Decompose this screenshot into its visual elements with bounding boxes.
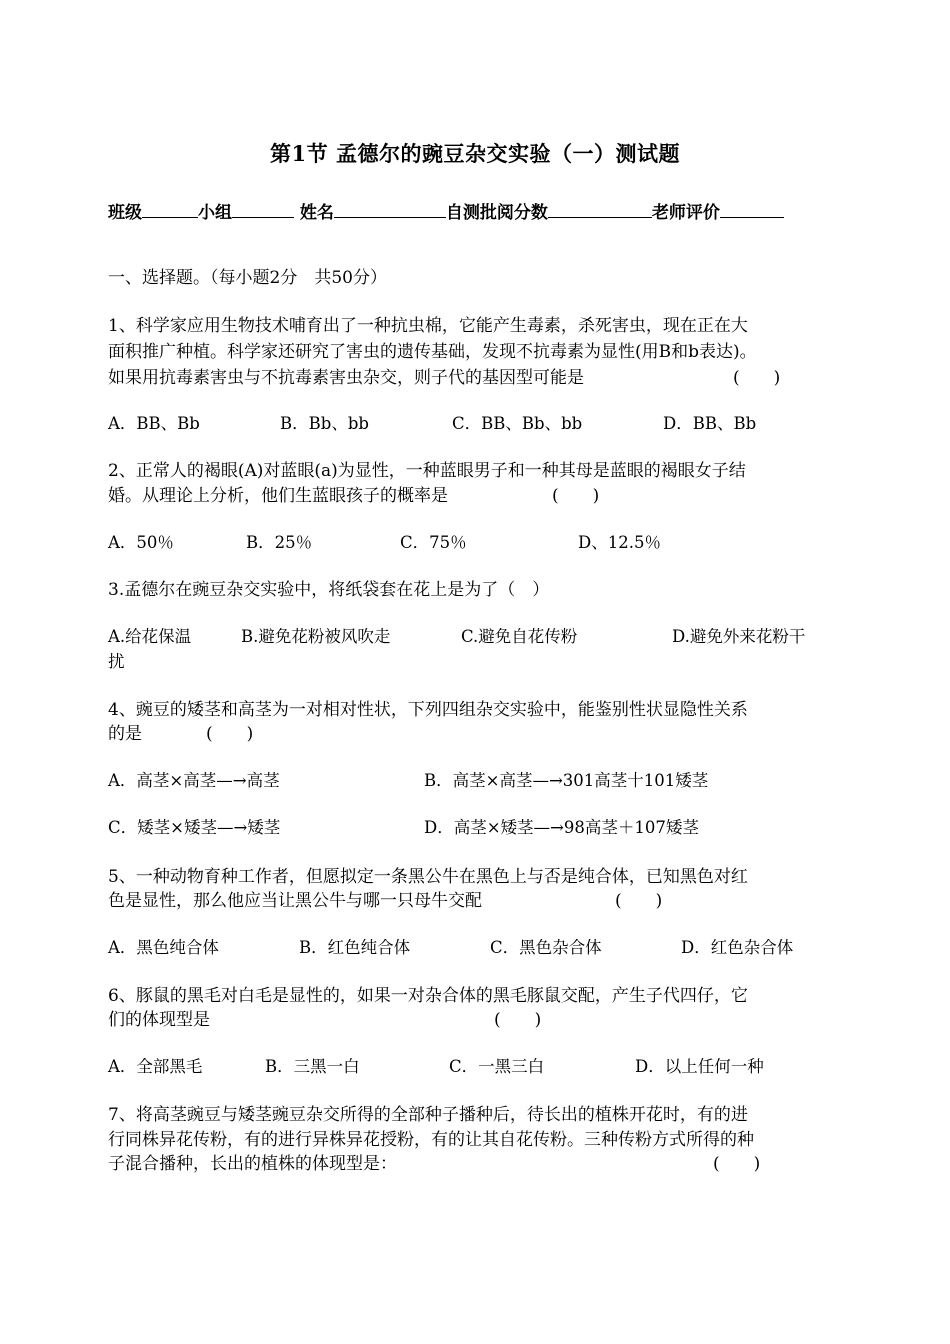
q7-answer-paren[interactable]: ( ) [713,1154,761,1174]
q4-option-b[interactable]: B．高茎×高茎—→301高茎十101矮茎 [424,771,709,790]
q1-line-2: 面积推广种植。科学家还研究了害虫的遗传基础，发现不抗毒素为显性(用B和b表达)。 [108,342,757,362]
name-label: 姓名 [299,203,334,223]
q5-option-d[interactable]: D．红色杂合体 [681,938,794,957]
q2-option-a[interactable]: A．50％ [108,533,174,552]
section-heading: 一、选择题。（每小题2分 共50分） [108,268,387,288]
q5-option-c[interactable]: C．黑色杂合体 [490,938,602,957]
q6-option-a[interactable]: A．全部黑毛 [108,1057,203,1076]
q4-option-c[interactable]: C．矮茎×矮茎—→矮茎 [108,818,281,837]
q1-answer-paren[interactable]: ( ) [733,368,781,388]
group-blank[interactable] [232,201,294,218]
q1-line-1: 1、科学家应用生物技术哺育出了一种抗虫棉，它能产生毒素，杀死害虫，现在正在大 [108,316,748,336]
q2-option-d[interactable]: D、12.5％ [578,533,661,552]
q1-option-c[interactable]: C．BB、Bb、bb [452,414,583,433]
q5-line-1: 5、一种动物育种工作者，但愿拟定一条黑公牛在黑色上与否是纯合体，已知黑色对红 [108,867,748,887]
q4-option-d[interactable]: D．高茎×矮茎—→98高茎＋107矮茎 [424,818,699,837]
q1-option-b[interactable]: B．Bb、bb [280,414,369,433]
q4-answer-paren[interactable]: ( ) [206,724,254,744]
q7-line-1: 7、将高茎豌豆与矮茎豌豆杂交所得的全部种子播种后，待长出的植株开花时，有的进 [108,1105,748,1125]
q3-option-b[interactable]: B.避免花粉被风吹走 [241,627,391,646]
q7-line-3: 子混合播种，长出的植株的体现型是： [108,1154,397,1174]
q3-option-d[interactable]: D.避免外来花粉干 [672,627,806,646]
name-blank[interactable] [334,201,446,218]
q2-line-1: 2、正常人的褐眼(A)对蓝眼(a)为显性，一种蓝眼男子和一种其母是蓝眼的褐眼女子结 [108,461,746,481]
q5-line-2: 色是显性，那么他应当让黑公牛与哪一只母牛交配 [108,891,482,911]
q6-line-2: 们的体现型是 [108,1010,210,1030]
q2-answer-paren[interactable]: ( ) [552,486,600,506]
q3-option-c[interactable]: C.避免自花传粉 [461,627,578,646]
score-label: 自测批阅分数 [445,203,548,223]
q6-option-d[interactable]: D．以上任何一种 [635,1057,764,1076]
q6-option-b[interactable]: B．三黑一白 [265,1057,360,1076]
q3-option-d-wrap: 扰 [108,652,125,671]
q6-line-1: 6、豚鼠的黑毛对白毛是显性的，如果一对杂合体的黑毛豚鼠交配，产生子代四仔，它 [108,986,748,1006]
q1-option-a[interactable]: A．BB、Bb [108,414,200,433]
q4-option-a[interactable]: A．高茎×高茎—→高茎 [108,771,280,790]
q2-line-2: 婚。从理论上分析，他们生蓝眼孩子的概率是 [108,486,448,506]
teacher-label: 老师评价 [651,203,720,223]
q2-option-c[interactable]: C．75％ [400,533,467,552]
q1-line-3: 如果用抗毒素害虫与不抗毒素害虫杂交，则子代的基因型可能是 [108,368,584,388]
q5-option-a[interactable]: A．黑色纯合体 [108,938,219,957]
q2-option-b[interactable]: B．25％ [246,533,313,552]
q3-option-a[interactable]: A.给花保温 [108,627,192,646]
class-label: 班级 [108,203,142,223]
q4-line-2: 的是 [108,724,142,744]
q3-line-1: 3.孟德尔在豌豆杂交实验中，将纸袋套在花上是为了（ ） [108,580,550,600]
class-blank[interactable] [142,201,198,218]
q6-option-c[interactable]: C．一黑三白 [449,1057,545,1076]
page-title: 第1节 孟德尔的豌豆杂交实验（一）测试题 [270,141,680,166]
q5-answer-paren[interactable]: ( ) [615,891,663,911]
q5-option-b[interactable]: B．红色纯合体 [299,938,411,957]
q1-option-d[interactable]: D．BB、Bb [663,414,757,433]
q4-line-1: 4、豌豆的矮茎和高茎为一对相对性状，下列四组杂交实验中，能鉴别性状显隐性关系 [108,700,748,720]
teacher-blank[interactable] [720,201,784,218]
score-blank[interactable] [548,201,652,218]
student-info-line [108,198,784,223]
group-label: 小组 [198,203,232,223]
q7-line-2: 行同株异花传粉，有的进行异株异花授粉，有的让其自花传粉。三种传粉方式所得的种 [108,1130,754,1150]
q6-answer-paren[interactable]: ( ) [494,1010,542,1030]
